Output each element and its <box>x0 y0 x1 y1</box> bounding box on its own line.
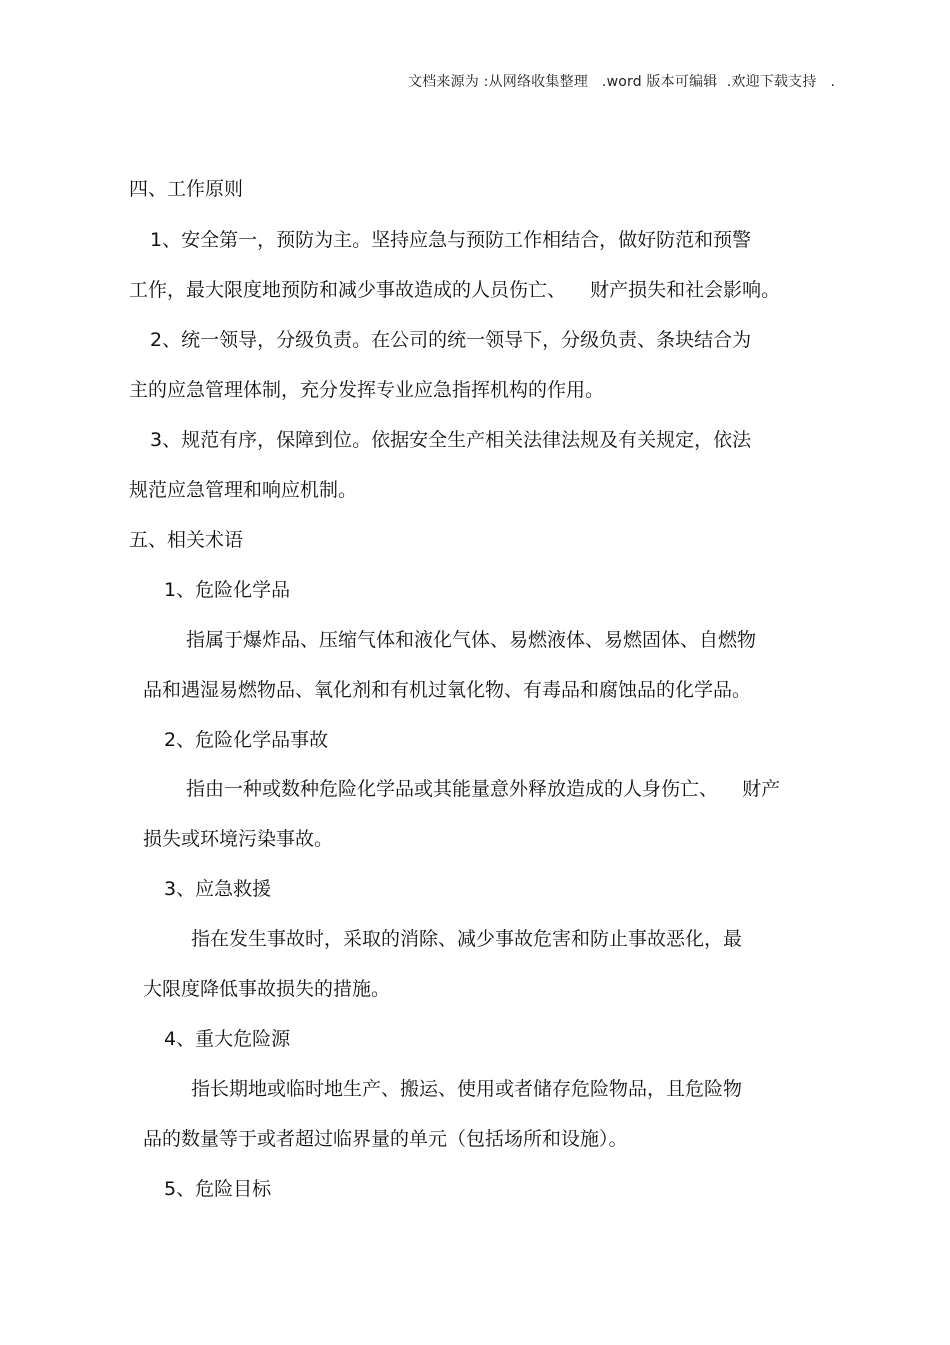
paragraph-line: 工作，最大限度地预防和减少事故造成的人员伤亡、 财产损失和社会影响。 <box>129 279 781 301</box>
page-header-note: 文档来源为 :从网络收集整理 .word 版本可编辑 .欢迎下载支持 . <box>408 74 836 90</box>
section-heading-terms: 五、相关术语 <box>129 529 244 551</box>
term-definition-line: 指在发生事故时，采取的消除、减少事故危害和防止事故恶化，最 <box>191 928 743 950</box>
paragraph-line: 1、安全第一，预防为主。坚持应急与预防工作相结合，做好防范和预警 <box>150 229 752 251</box>
term-heading: 1、危险化学品 <box>164 579 291 601</box>
term-definition-line: 品的数量等于或者超过临界量的单元（包括场所和设施）。 <box>143 1128 628 1150</box>
paragraph-line: 3、规范有序，保障到位。依据安全生产相关法律法规及有关规定，依法 <box>150 429 752 451</box>
term-heading: 2、危险化学品事故 <box>164 729 329 751</box>
term-heading: 3、应急救援 <box>164 878 272 900</box>
paragraph-line: 主的应急管理体制，充分发挥专业应急指挥机构的作用。 <box>129 379 605 401</box>
term-definition-line: 大限度降低事故损失的措施。 <box>143 978 391 1000</box>
term-definition-line: 指由一种或数种危险化学品或其能量意外释放造成的人身伤亡、 财产 <box>186 778 781 800</box>
paragraph-line: 2、统一领导，分级负责。在公司的统一领导下，分级负责、条块结合为 <box>150 329 752 351</box>
term-definition-line: 品和遇湿易燃物品、氧化剂和有机过氧化物、有毒品和腐蚀品的化学品。 <box>143 679 752 701</box>
paragraph-line: 规范应急管理和响应机制。 <box>129 479 358 501</box>
term-heading: 5、危险目标 <box>164 1178 272 1200</box>
term-definition-line: 损失或环境污染事故。 <box>143 828 334 850</box>
term-definition-line: 指属于爆炸品、压缩气体和液化气体、易燃液体、易燃固体、自燃物 <box>186 629 757 651</box>
term-heading: 4、重大危险源 <box>164 1028 291 1050</box>
section-heading-work-principles: 四、工作原则 <box>129 178 244 200</box>
term-definition-line: 指长期地或临时地生产、搬运、使用或者储存危险物品，且危险物 <box>191 1078 743 1100</box>
